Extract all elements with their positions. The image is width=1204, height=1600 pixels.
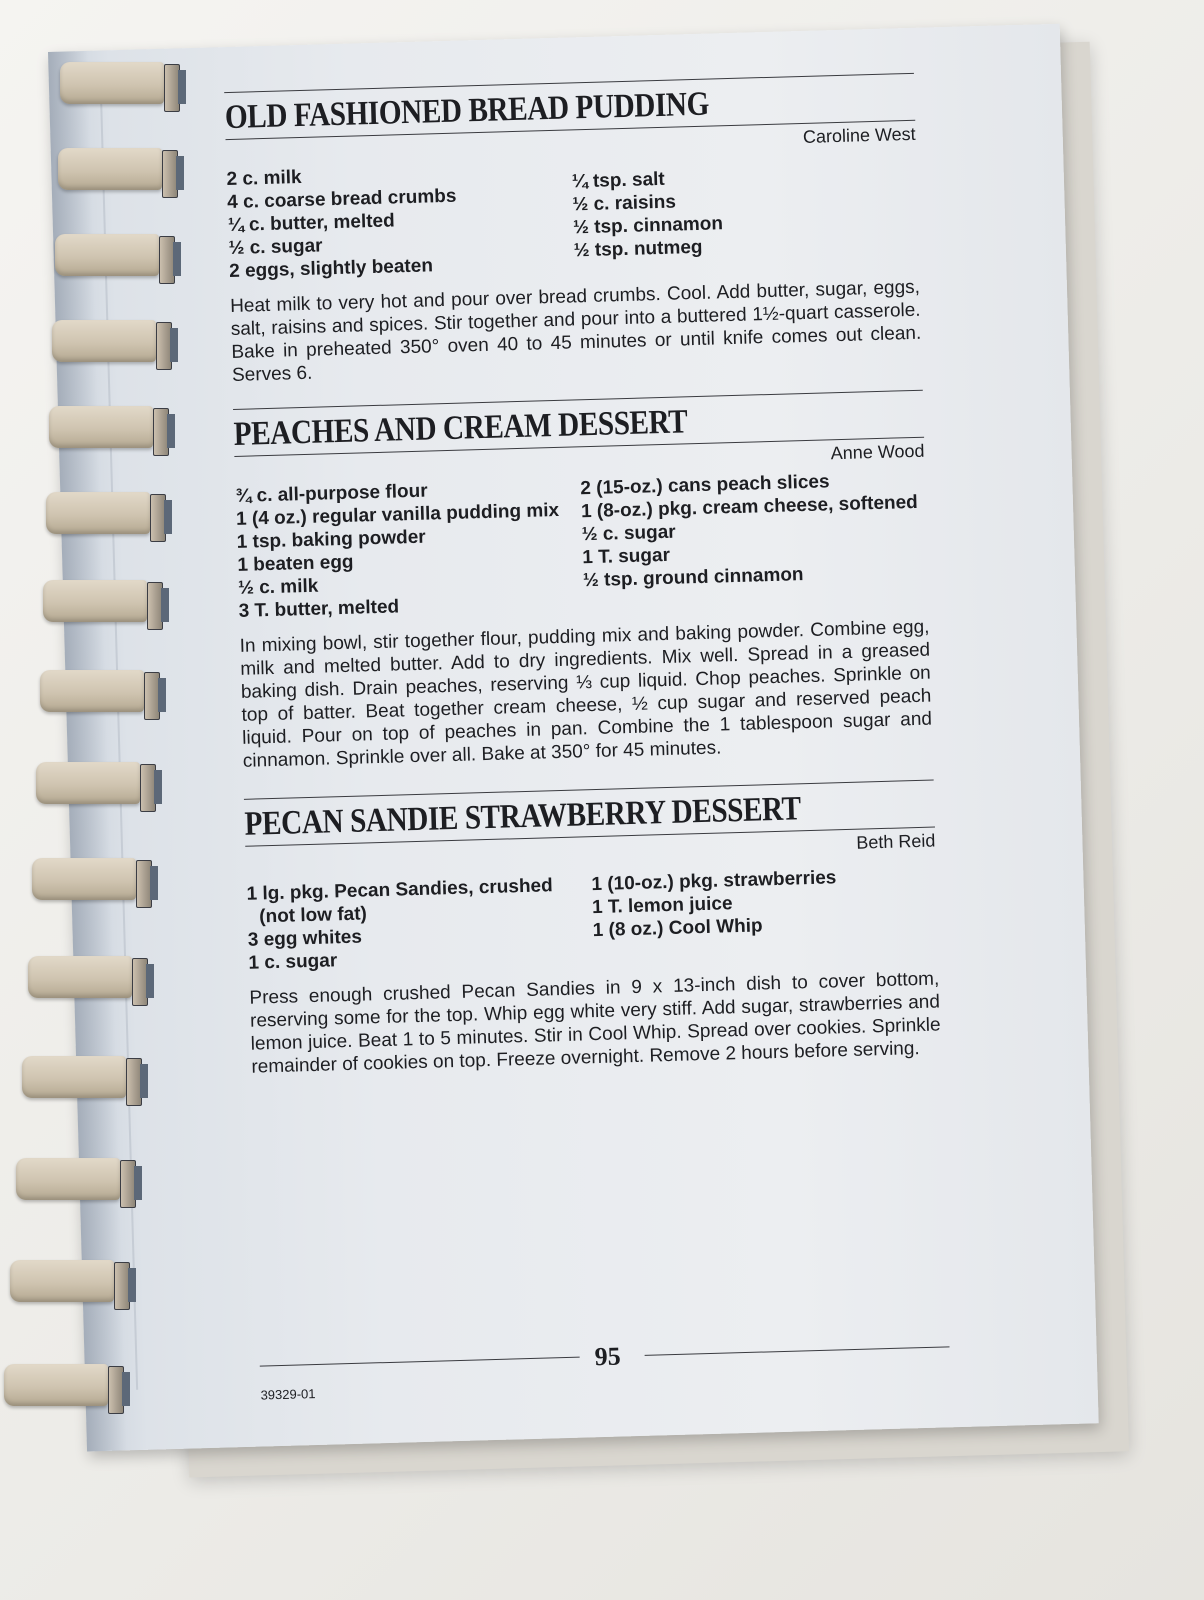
spiral-coil bbox=[10, 1260, 130, 1308]
ingredient: ¾ c. all-purpose flour bbox=[235, 480, 428, 507]
spiral-coil bbox=[28, 956, 148, 1004]
recipe-instructions: Heat milk to very hot and pour over bread crumbs. Cool. Add butter, sugar, eggs, salt, raisins and spices. Stir together and pour into a buttered 1½-quart casserole. Bake in preheated 350° oven 40 to 45 minutes or until knife comes out clean. Serves 6. bbox=[229, 276, 922, 386]
ingredient-list bbox=[246, 864, 938, 975]
ingredient: ½ tsp. nutmeg bbox=[573, 236, 703, 262]
ingredients-left-column bbox=[235, 475, 584, 623]
ingredient: 1 c. sugar bbox=[248, 950, 338, 974]
page-number: 95 bbox=[594, 1341, 622, 1372]
ingredient: 1 (8-oz.) pkg. cream cheese, softened bbox=[580, 491, 919, 523]
spiral-coil bbox=[4, 1364, 124, 1412]
print-code: 39329-01 bbox=[260, 1386, 316, 1403]
ingredient: 3 T. butter, melted bbox=[238, 596, 400, 622]
ingredient: 1 T. lemon juice bbox=[591, 893, 733, 919]
ingredient: ½ tsp. cinnamon bbox=[572, 213, 724, 239]
spiral-coil bbox=[22, 1056, 142, 1104]
recipe-instructions: In mixing bowl, stir together flour, pudding mix and baking powder. Combine egg, milk and melted butter. Add to dry ingredients. Mix well. Spread in a greased baking dish. Drain peaches, reserving ⅓ cup liquid. Chop peaches. Sprinkle on top of batter. Beat together cream cheese, ½ cup sugar and reserved peach liquid. Pour on top of peaches in pan. Combine the 1 tablespoon sugar and cinnamon. Sprinkle over all. Bake at 350° for 45 minutes. bbox=[239, 616, 933, 772]
ingredient: 1 lg. pkg. Pecan Sandies, crushed (not low fat) bbox=[246, 875, 553, 928]
spiral-coil bbox=[60, 62, 180, 110]
page-footer bbox=[259, 1332, 949, 1403]
spiral-coil bbox=[52, 320, 172, 368]
recipe-peaches-cream bbox=[233, 390, 933, 773]
ingredient: ½ c. sugar bbox=[228, 235, 323, 260]
recipe-bread-pudding bbox=[224, 73, 922, 387]
page-content bbox=[224, 73, 941, 1403]
recipe-title: PEACHES AND CREAM DESSERT bbox=[233, 403, 688, 453]
spiral-coil bbox=[58, 148, 178, 196]
ingredient: ½ c. raisins bbox=[572, 191, 677, 216]
ingredient: 1 T. sugar bbox=[582, 544, 671, 569]
recipe-instructions: Press enough crushed Pecan Sandies in 9 x 13-inch dish to cover bottom, reserving some for the top. Whip egg white very stiff. Add sugar, strawberries and lemon juice. Beat 1 to 5 minutes. Stir in Cool Whip. Spread over cookies. Sprinkle remainder of cookies on top. Freeze overnight. Remove 2 hours before serving. bbox=[249, 968, 941, 1078]
footer-rule-left bbox=[260, 1357, 580, 1367]
recipe-author: Caroline West bbox=[802, 123, 916, 147]
ingredient-list bbox=[226, 149, 919, 283]
cookbook-page bbox=[48, 24, 1099, 1452]
recipe-pecan-sandie bbox=[244, 780, 942, 1079]
footer-rule-right bbox=[645, 1346, 950, 1356]
ingredients-left-column bbox=[246, 873, 593, 975]
ingredients-left-column bbox=[226, 158, 574, 283]
ingredient: ½ tsp. ground cinnamon bbox=[582, 564, 804, 592]
ingredients-right-column bbox=[591, 864, 938, 966]
ingredient: 2 eggs, slightly beaten bbox=[228, 255, 434, 283]
spiral-coil bbox=[55, 234, 175, 282]
spiral-coil bbox=[36, 762, 156, 810]
ingredient: 1 (4 oz.) regular vanilla pudding mix bbox=[235, 499, 560, 530]
spiral-coil bbox=[43, 580, 163, 628]
ingredient: 2 c. milk bbox=[226, 166, 302, 191]
recipe-title: PECAN SANDIE STRAWBERRY DESSERT bbox=[244, 790, 802, 843]
ingredient-list bbox=[235, 466, 929, 623]
ingredient: 3 egg whites bbox=[247, 926, 363, 951]
ingredient: ¼ c. butter, melted bbox=[227, 210, 395, 237]
ingredients-right-column bbox=[571, 149, 919, 274]
spiral-coil bbox=[32, 858, 152, 906]
ingredient: ½ c. sugar bbox=[581, 521, 676, 546]
ingredient: ½ c. milk bbox=[237, 575, 319, 599]
recipe-author: Beth Reid bbox=[856, 830, 936, 853]
spiral-coil bbox=[16, 1158, 136, 1206]
ingredient: 1 (10-oz.) pkg. strawberries bbox=[591, 867, 837, 896]
spiral-coil bbox=[40, 670, 160, 718]
ingredient: 1 beaten egg bbox=[237, 551, 354, 576]
ingredient: 1 tsp. baking powder bbox=[236, 526, 426, 553]
ingredient: ¼ tsp. salt bbox=[571, 168, 666, 193]
recipe-author: Anne Wood bbox=[830, 440, 925, 464]
recipe-title: OLD FASHIONED BREAD PUDDING bbox=[224, 85, 710, 137]
ingredient: 4 c. coarse bread crumbs bbox=[226, 185, 457, 214]
spiral-coil bbox=[49, 406, 169, 454]
spiral-coil bbox=[46, 492, 166, 540]
ingredients-right-column bbox=[580, 466, 929, 614]
ingredient: 1 (8 oz.) Cool Whip bbox=[592, 915, 763, 942]
ingredient: 2 (15-oz.) cans peach slices bbox=[580, 471, 830, 500]
